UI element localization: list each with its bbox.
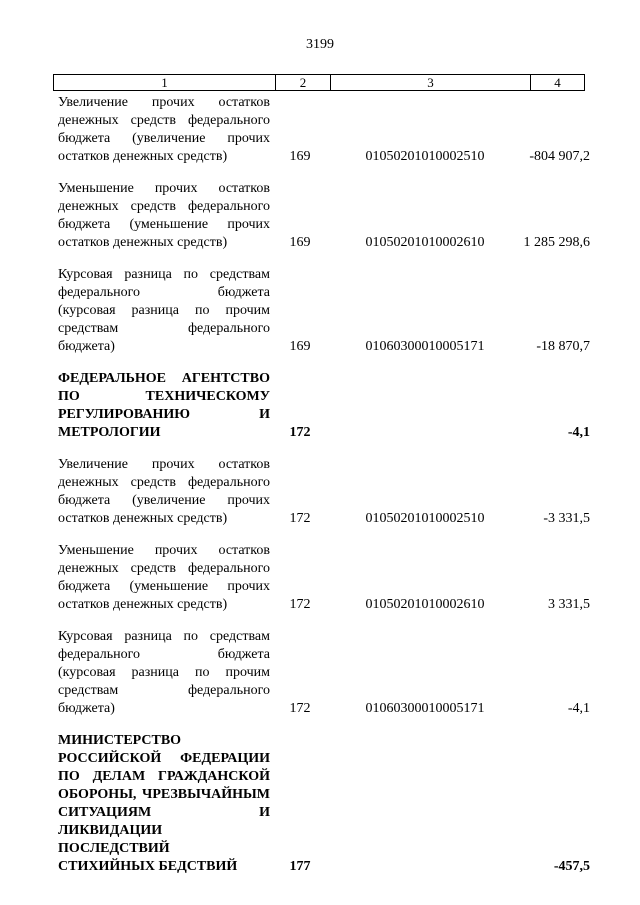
- row-name: [58, 628, 270, 718]
- row-name-line: бюджета (уменьшение прочих: [58, 579, 270, 594]
- row-sum: -3 331,5: [543, 511, 590, 526]
- row-sum: -457,5: [553, 859, 590, 874]
- row-name-line: Увеличение прочих остатков: [58, 457, 270, 472]
- row-name: [58, 180, 270, 252]
- row-name-line: денежных средств федерального: [58, 475, 270, 490]
- table-row: [58, 628, 593, 718]
- row-name-line: РЕГУЛИРОВАНИЮ И: [58, 407, 270, 422]
- row-name-line: ФЕДЕРАЛЬНОЕ АГЕНТСТВО: [58, 371, 270, 386]
- row-code: 172: [289, 597, 311, 612]
- row-kbk: 01050201010002510: [365, 511, 485, 526]
- row-sum: -804 907,2: [529, 149, 590, 164]
- row-kbk: 01050201010002510: [365, 149, 485, 164]
- row-name-line: Увеличение прочих остатков: [58, 95, 270, 110]
- table-header: [53, 74, 585, 91]
- row-code: 172: [289, 425, 311, 440]
- row-name-line: федерального бюджета: [58, 285, 270, 300]
- row-name-line: бюджета): [58, 339, 115, 354]
- row-name-line: остатков денежных средств): [58, 511, 228, 526]
- row-name-line: Курсовая разница по средствам: [58, 267, 270, 282]
- row-name: [58, 732, 270, 876]
- header-col-2: 2: [275, 75, 330, 90]
- row-name-line: (курсовая разница по прочим: [58, 665, 270, 680]
- row-name-line: денежных средств федерального: [58, 113, 270, 128]
- page-number: 3199: [306, 37, 334, 52]
- row-name-line: остатков денежных средств): [58, 597, 228, 612]
- row-name: [58, 370, 270, 442]
- row-name-line: ЛИКВИДАЦИИ: [58, 823, 163, 838]
- row-name-line: МИНИСТЕРСТВО: [58, 733, 182, 748]
- header-col-3: 3: [330, 75, 530, 90]
- row-sum: -18 870,7: [536, 339, 590, 354]
- row-name-line: РОССИЙСКОЙ ФЕДЕРАЦИИ: [58, 751, 270, 766]
- table-body: [58, 94, 593, 890]
- row-code: 172: [289, 511, 311, 526]
- row-code: 169: [289, 235, 311, 250]
- row-name-line: ПО ДЕЛАМ ГРАЖДАНСКОЙ: [58, 769, 270, 784]
- row-sum: -4,1: [567, 425, 590, 440]
- row-kbk: 01060300010005171: [365, 339, 485, 354]
- row-name-line: остатков денежных средств): [58, 235, 228, 250]
- row-name-line: денежных средств федерального: [58, 561, 270, 576]
- header-col-1: 1: [161, 75, 168, 90]
- row-code: 169: [289, 339, 311, 354]
- row-sum: 3 331,5: [548, 597, 590, 612]
- row-kbk: 01050201010002610: [365, 597, 485, 612]
- row-name-line: Курсовая разница по средствам: [58, 629, 270, 644]
- row-name-line: остатков денежных средств): [58, 149, 228, 164]
- row-name-line: бюджета (увеличение прочих: [58, 131, 270, 146]
- table-row: [58, 94, 593, 166]
- table-row: [58, 370, 593, 442]
- row-name-line: средствам федерального: [58, 683, 270, 698]
- row-name-line: СИТУАЦИЯМ И: [58, 805, 270, 820]
- row-name-line: ПОСЛЕДСТВИЙ: [58, 841, 170, 856]
- row-code: 169: [289, 149, 311, 164]
- row-name: [58, 94, 270, 166]
- row-name-line: средствам федерального: [58, 321, 270, 336]
- row-name-line: (курсовая разница по прочим: [58, 303, 270, 318]
- row-name-line: федерального бюджета: [58, 647, 270, 662]
- row-sum: 1 285 298,6: [523, 235, 590, 250]
- table-row: [58, 542, 593, 614]
- row-name-line: СТИХИЙНЫХ БЕДСТВИЙ: [58, 859, 238, 874]
- table-row: [58, 266, 593, 356]
- row-kbk: 01050201010002610: [365, 235, 485, 250]
- row-name-line: Уменьшение прочих остатков: [58, 181, 270, 196]
- row-name-line: МЕТРОЛОГИИ: [58, 425, 161, 440]
- row-name-line: ОБОРОНЫ, ЧРЕЗВЫЧАЙНЫМ: [58, 787, 270, 802]
- row-name-line: бюджета (увеличение прочих: [58, 493, 270, 508]
- table-row: [58, 456, 593, 528]
- row-name-line: бюджета (уменьшение прочих: [58, 217, 270, 232]
- row-name: [58, 456, 270, 528]
- table-row: [58, 180, 593, 252]
- row-name-line: ПО ТЕХНИЧЕСКОМУ: [58, 389, 270, 404]
- row-name-line: бюджета): [58, 701, 115, 716]
- row-name-line: денежных средств федерального: [58, 199, 270, 214]
- table-row: [58, 732, 593, 876]
- row-name: [58, 266, 270, 356]
- row-code: 177: [289, 859, 311, 874]
- row-name-line: Уменьшение прочих остатков: [58, 543, 270, 558]
- row-kbk: 01060300010005171: [365, 701, 485, 716]
- row-sum: -4,1: [567, 701, 590, 716]
- header-col-4: 4: [530, 75, 584, 90]
- row-code: 172: [289, 701, 311, 716]
- row-name: [58, 542, 270, 614]
